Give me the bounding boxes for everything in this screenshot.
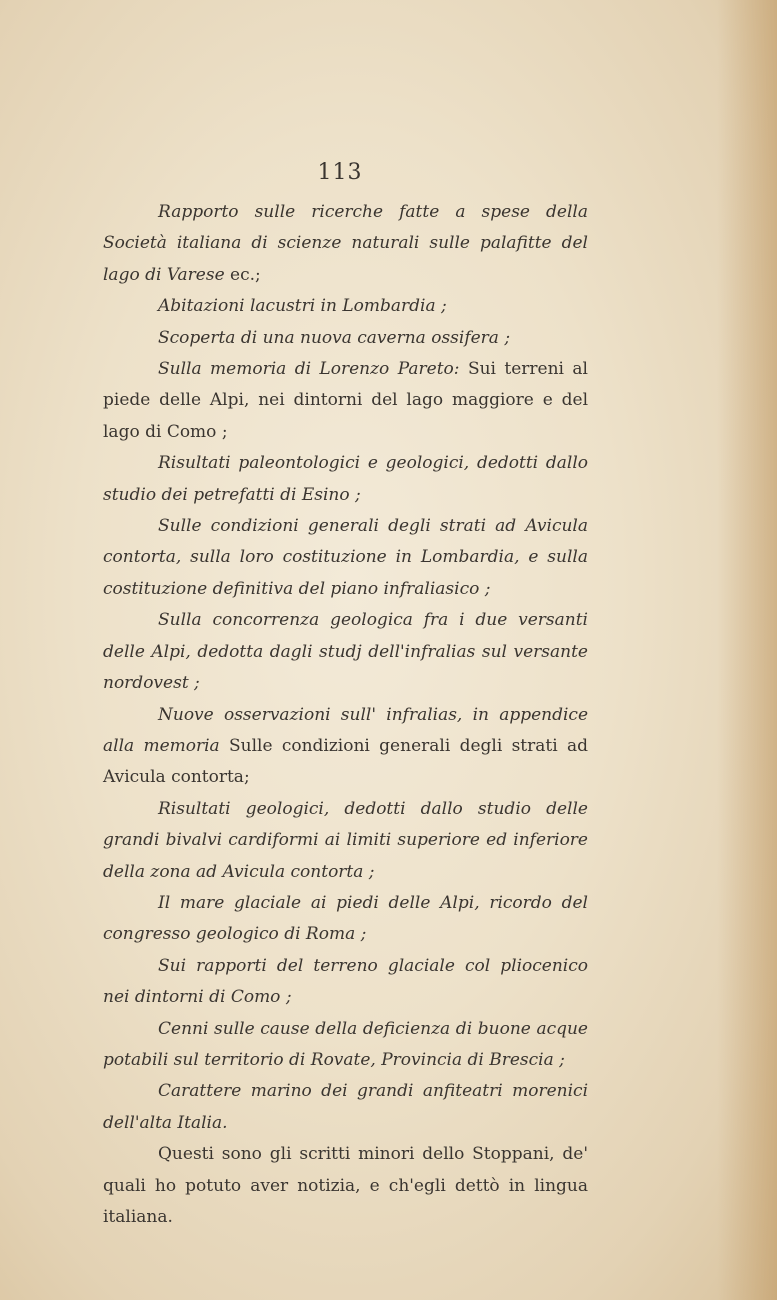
body-text (103, 197, 588, 1233)
list-item: Sulla memoria di Lorenzo Pareto: Sui terreni al piede delle Alpi, nei dintorni del lago maggiore e del lago di Como ; (103, 359, 588, 442)
list-item: Abitazioni lacustri in Lombardia ; (158, 296, 447, 317)
list-item: Cenni sulle cause della deficienza di buone acque potabili sul territorio di Rovate, Provincia di Brescia ; (103, 1018, 588, 1070)
list-item: Risultati geologici, dedotti dallo studio delle grandi bivalvi cardiformi ai limiti superiore ed inferiore della zona ad Avicula contorta ; (103, 798, 588, 882)
list-item: Rapporto sulle ricerche fatte a spese della Società italiana di scienze naturali sulle palafitte del lago di Varese ec.; (103, 202, 588, 285)
list-item: Sulle condizioni generali degli strati ad Avicula contorta, sulla loro costituzione in Lombardia, e sulla costituzione definitiva del piano infraliasico ; (103, 516, 588, 599)
page-edge-stain (717, 0, 777, 1300)
list-item: Sulla concorrenza geologica fra i due versanti delle Alpi, dedotta dagli studj dell'infralias sul versante nordovest ; (103, 610, 588, 694)
list-item: Nuove osservazioni sull' infralias, in appendice alla memoria Sulle condizioni generali degli strati ad Avicula contorta; (103, 704, 588, 788)
list-item: Carattere marino dei grandi anfiteatri morenici dell'alta Italia. (103, 1081, 588, 1133)
list-item: Sui rapporti del terreno glaciale col pliocenico nei dintorni di Como ; (103, 955, 588, 1008)
list-item: Il mare glaciale ai piedi delle Alpi, ricordo del congresso geologico di Roma ; (103, 892, 588, 945)
list-item: Scoperta di una nuova caverna ossifera ; (158, 327, 511, 348)
list-item: Risultati paleontologici e geologici, dedotti dallo studio dei petrefatti di Esino ; (103, 453, 588, 505)
closing-paragraph: Questi sono gli scritti minori dello Stoppani, de' quali ho potuto aver notizia, e ch'egli dettò in lingua italiana. (103, 1144, 588, 1227)
page-number: 113 (317, 160, 363, 185)
